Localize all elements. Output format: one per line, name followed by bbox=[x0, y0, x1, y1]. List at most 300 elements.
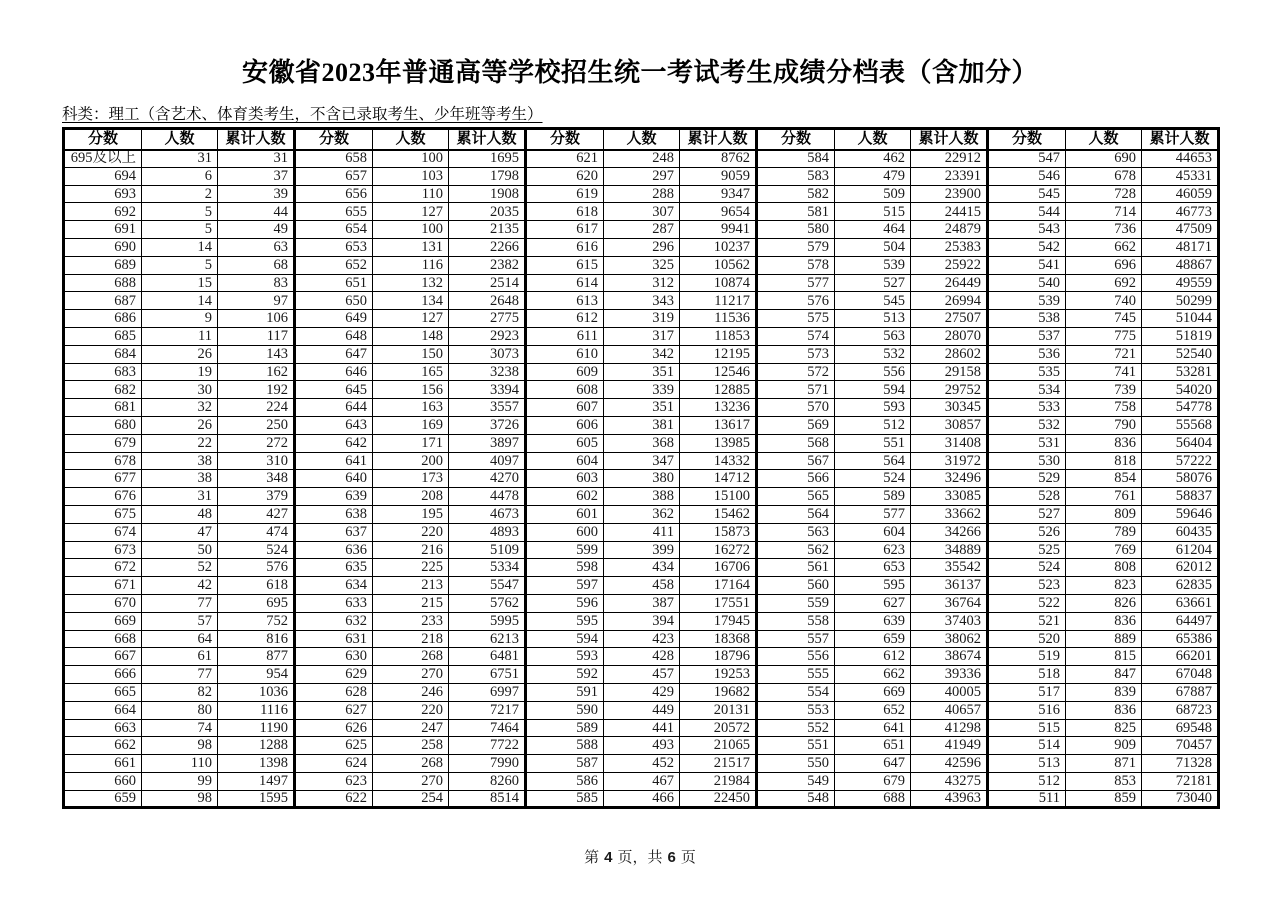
score-cell: 572 bbox=[757, 363, 835, 381]
count-cell: 741 bbox=[1066, 363, 1142, 381]
count-cell: 690 bbox=[1066, 150, 1142, 168]
score-cell: 597 bbox=[526, 577, 604, 595]
score-cell: 538 bbox=[988, 310, 1066, 328]
cumulative-cell: 52540 bbox=[1142, 345, 1219, 363]
score-cell: 602 bbox=[526, 488, 604, 506]
score-cell: 641 bbox=[295, 452, 373, 470]
cumulative-cell: 310 bbox=[218, 452, 295, 470]
score-cell: 529 bbox=[988, 470, 1066, 488]
score-cell: 541 bbox=[988, 256, 1066, 274]
count-cell: 612 bbox=[835, 648, 911, 666]
count-cell: 808 bbox=[1066, 559, 1142, 577]
cumulative-cell: 5762 bbox=[449, 594, 526, 612]
cumulative-cell: 21065 bbox=[680, 737, 757, 755]
count-cell: 127 bbox=[373, 203, 449, 221]
count-cell: 452 bbox=[604, 755, 680, 773]
score-cell: 615 bbox=[526, 256, 604, 274]
score-cell: 654 bbox=[295, 221, 373, 239]
cumulative-cell: 54020 bbox=[1142, 381, 1219, 399]
cumulative-cell: 48867 bbox=[1142, 256, 1219, 274]
column-header-cumulative: 累计人数 bbox=[1142, 129, 1219, 150]
count-cell: 156 bbox=[373, 381, 449, 399]
count-cell: 61 bbox=[142, 648, 218, 666]
score-cell: 512 bbox=[988, 772, 1066, 790]
count-cell: 11 bbox=[142, 327, 218, 345]
count-cell: 19 bbox=[142, 363, 218, 381]
count-cell: 270 bbox=[373, 666, 449, 684]
cumulative-cell: 11853 bbox=[680, 327, 757, 345]
cumulative-cell: 3394 bbox=[449, 381, 526, 399]
count-cell: 662 bbox=[1066, 238, 1142, 256]
cumulative-cell: 5995 bbox=[449, 612, 526, 630]
score-cell: 594 bbox=[526, 630, 604, 648]
table-row bbox=[64, 381, 1219, 399]
score-cell: 689 bbox=[64, 256, 142, 274]
cumulative-cell: 46773 bbox=[1142, 203, 1219, 221]
count-cell: 761 bbox=[1066, 488, 1142, 506]
cumulative-cell: 3726 bbox=[449, 416, 526, 434]
cumulative-cell: 97 bbox=[218, 292, 295, 310]
cumulative-cell: 13617 bbox=[680, 416, 757, 434]
count-cell: 26 bbox=[142, 345, 218, 363]
count-cell: 343 bbox=[604, 292, 680, 310]
cumulative-cell: 7217 bbox=[449, 701, 526, 719]
count-cell: 847 bbox=[1066, 666, 1142, 684]
score-cell: 604 bbox=[526, 452, 604, 470]
cumulative-cell: 24415 bbox=[911, 203, 988, 221]
count-cell: 258 bbox=[373, 737, 449, 755]
count-cell: 679 bbox=[835, 772, 911, 790]
cumulative-cell: 39 bbox=[218, 185, 295, 203]
score-cell: 553 bbox=[757, 701, 835, 719]
cumulative-cell: 28070 bbox=[911, 327, 988, 345]
score-cell: 664 bbox=[64, 701, 142, 719]
count-cell: 871 bbox=[1066, 755, 1142, 773]
count-cell: 48 bbox=[142, 505, 218, 523]
cumulative-cell: 32496 bbox=[911, 470, 988, 488]
cumulative-cell: 106 bbox=[218, 310, 295, 328]
cumulative-cell: 10562 bbox=[680, 256, 757, 274]
score-cell: 647 bbox=[295, 345, 373, 363]
cumulative-cell: 8762 bbox=[680, 150, 757, 168]
score-cell: 642 bbox=[295, 434, 373, 452]
score-cell: 564 bbox=[757, 505, 835, 523]
score-cell: 537 bbox=[988, 327, 1066, 345]
count-cell: 464 bbox=[835, 221, 911, 239]
cumulative-cell: 63661 bbox=[1142, 594, 1219, 612]
cumulative-cell: 5109 bbox=[449, 541, 526, 559]
score-cell: 561 bbox=[757, 559, 835, 577]
count-cell: 169 bbox=[373, 416, 449, 434]
score-cell: 672 bbox=[64, 559, 142, 577]
score-cell: 691 bbox=[64, 221, 142, 239]
cumulative-cell: 38674 bbox=[911, 648, 988, 666]
score-cell: 620 bbox=[526, 167, 604, 185]
cumulative-cell: 1908 bbox=[449, 185, 526, 203]
cumulative-cell: 224 bbox=[218, 399, 295, 417]
count-cell: 577 bbox=[835, 505, 911, 523]
cumulative-cell: 11536 bbox=[680, 310, 757, 328]
count-cell: 31 bbox=[142, 150, 218, 168]
cumulative-cell: 23391 bbox=[911, 167, 988, 185]
score-cell: 652 bbox=[295, 256, 373, 274]
score-cell: 566 bbox=[757, 470, 835, 488]
cumulative-cell: 36764 bbox=[911, 594, 988, 612]
count-cell: 593 bbox=[835, 399, 911, 417]
count-cell: 381 bbox=[604, 416, 680, 434]
score-cell: 613 bbox=[526, 292, 604, 310]
score-cell: 533 bbox=[988, 399, 1066, 417]
count-cell: 441 bbox=[604, 719, 680, 737]
count-cell: 134 bbox=[373, 292, 449, 310]
count-cell: 434 bbox=[604, 559, 680, 577]
cumulative-cell: 15100 bbox=[680, 488, 757, 506]
score-cell: 520 bbox=[988, 630, 1066, 648]
score-cell: 526 bbox=[988, 523, 1066, 541]
count-cell: 909 bbox=[1066, 737, 1142, 755]
count-cell: 200 bbox=[373, 452, 449, 470]
score-cell: 591 bbox=[526, 683, 604, 701]
table-row bbox=[64, 648, 1219, 666]
cumulative-cell: 57222 bbox=[1142, 452, 1219, 470]
count-cell: 22 bbox=[142, 434, 218, 452]
score-cell: 581 bbox=[757, 203, 835, 221]
score-cell: 554 bbox=[757, 683, 835, 701]
count-cell: 351 bbox=[604, 399, 680, 417]
score-cell: 543 bbox=[988, 221, 1066, 239]
cumulative-cell: 49 bbox=[218, 221, 295, 239]
cumulative-cell: 250 bbox=[218, 416, 295, 434]
score-cell: 611 bbox=[526, 327, 604, 345]
cumulative-cell: 71328 bbox=[1142, 755, 1219, 773]
cumulative-cell: 2775 bbox=[449, 310, 526, 328]
score-cell: 514 bbox=[988, 737, 1066, 755]
cumulative-cell: 65386 bbox=[1142, 630, 1219, 648]
table-row bbox=[64, 559, 1219, 577]
score-cell: 524 bbox=[988, 559, 1066, 577]
count-cell: 74 bbox=[142, 719, 218, 737]
cumulative-cell: 1595 bbox=[218, 790, 295, 808]
count-cell: 775 bbox=[1066, 327, 1142, 345]
score-cell: 579 bbox=[757, 238, 835, 256]
score-cell: 562 bbox=[757, 541, 835, 559]
cumulative-cell: 20572 bbox=[680, 719, 757, 737]
cumulative-cell: 22912 bbox=[911, 150, 988, 168]
table-row bbox=[64, 150, 1219, 168]
score-cell: 540 bbox=[988, 274, 1066, 292]
count-cell: 103 bbox=[373, 167, 449, 185]
cumulative-cell: 24879 bbox=[911, 221, 988, 239]
cumulative-cell: 51044 bbox=[1142, 310, 1219, 328]
count-cell: 745 bbox=[1066, 310, 1142, 328]
score-cell: 618 bbox=[526, 203, 604, 221]
cumulative-cell: 51819 bbox=[1142, 327, 1219, 345]
score-cell: 571 bbox=[757, 381, 835, 399]
score-cell: 656 bbox=[295, 185, 373, 203]
cumulative-cell: 15873 bbox=[680, 523, 757, 541]
score-cell: 525 bbox=[988, 541, 1066, 559]
table-row bbox=[64, 221, 1219, 239]
cumulative-cell: 12546 bbox=[680, 363, 757, 381]
cumulative-cell: 1398 bbox=[218, 755, 295, 773]
score-distribution-table bbox=[62, 127, 1220, 809]
score-cell: 660 bbox=[64, 772, 142, 790]
count-cell: 457 bbox=[604, 666, 680, 684]
count-cell: 539 bbox=[835, 256, 911, 274]
table-row bbox=[64, 523, 1219, 541]
table-row bbox=[64, 630, 1219, 648]
count-cell: 47 bbox=[142, 523, 218, 541]
count-cell: 52 bbox=[142, 559, 218, 577]
column-header-count: 人数 bbox=[604, 129, 680, 150]
cumulative-cell: 73040 bbox=[1142, 790, 1219, 808]
score-cell: 645 bbox=[295, 381, 373, 399]
table-row bbox=[64, 416, 1219, 434]
count-cell: 493 bbox=[604, 737, 680, 755]
cumulative-cell: 4478 bbox=[449, 488, 526, 506]
cumulative-cell: 21984 bbox=[680, 772, 757, 790]
cumulative-cell: 41298 bbox=[911, 719, 988, 737]
cumulative-cell: 50299 bbox=[1142, 292, 1219, 310]
cumulative-cell: 21517 bbox=[680, 755, 757, 773]
score-cell: 586 bbox=[526, 772, 604, 790]
score-cell: 608 bbox=[526, 381, 604, 399]
score-cell: 542 bbox=[988, 238, 1066, 256]
table-row bbox=[64, 594, 1219, 612]
cumulative-cell: 31 bbox=[218, 150, 295, 168]
cumulative-cell: 13236 bbox=[680, 399, 757, 417]
cumulative-cell: 53281 bbox=[1142, 363, 1219, 381]
score-cell: 592 bbox=[526, 666, 604, 684]
score-cell: 662 bbox=[64, 737, 142, 755]
score-cell: 682 bbox=[64, 381, 142, 399]
cumulative-cell: 49559 bbox=[1142, 274, 1219, 292]
score-cell: 516 bbox=[988, 701, 1066, 719]
table-row bbox=[64, 488, 1219, 506]
score-cell: 585 bbox=[526, 790, 604, 808]
score-cell: 517 bbox=[988, 683, 1066, 701]
column-header-cumulative: 累计人数 bbox=[680, 129, 757, 150]
score-cell: 637 bbox=[295, 523, 373, 541]
table-header-row bbox=[64, 129, 1219, 150]
count-cell: 57 bbox=[142, 612, 218, 630]
cumulative-cell: 1116 bbox=[218, 701, 295, 719]
cumulative-cell: 427 bbox=[218, 505, 295, 523]
cumulative-cell: 47509 bbox=[1142, 221, 1219, 239]
cumulative-cell: 8514 bbox=[449, 790, 526, 808]
count-cell: 853 bbox=[1066, 772, 1142, 790]
table-row bbox=[64, 577, 1219, 595]
cumulative-cell: 2035 bbox=[449, 203, 526, 221]
score-cell: 663 bbox=[64, 719, 142, 737]
count-cell: 669 bbox=[835, 683, 911, 701]
cumulative-cell: 67887 bbox=[1142, 683, 1219, 701]
cumulative-cell: 2923 bbox=[449, 327, 526, 345]
score-cell: 556 bbox=[757, 648, 835, 666]
cumulative-cell: 3897 bbox=[449, 434, 526, 452]
score-cell: 599 bbox=[526, 541, 604, 559]
count-cell: 818 bbox=[1066, 452, 1142, 470]
score-cell: 644 bbox=[295, 399, 373, 417]
score-cell: 675 bbox=[64, 505, 142, 523]
score-cell: 623 bbox=[295, 772, 373, 790]
score-cell: 650 bbox=[295, 292, 373, 310]
score-cell: 519 bbox=[988, 648, 1066, 666]
cumulative-cell: 162 bbox=[218, 363, 295, 381]
count-cell: 14 bbox=[142, 238, 218, 256]
count-cell: 889 bbox=[1066, 630, 1142, 648]
score-cell: 687 bbox=[64, 292, 142, 310]
score-cell: 569 bbox=[757, 416, 835, 434]
score-cell: 669 bbox=[64, 612, 142, 630]
count-cell: 173 bbox=[373, 470, 449, 488]
category-note: 科类：理工（含艺术、体育类考生，不含已录取考生、少年班等考生） bbox=[62, 106, 543, 123]
table-row bbox=[64, 452, 1219, 470]
count-cell: 82 bbox=[142, 683, 218, 701]
score-cell: 638 bbox=[295, 505, 373, 523]
score-cell: 657 bbox=[295, 167, 373, 185]
cumulative-cell: 35542 bbox=[911, 559, 988, 577]
table-row bbox=[64, 292, 1219, 310]
cumulative-cell: 68 bbox=[218, 256, 295, 274]
score-cell: 574 bbox=[757, 327, 835, 345]
score-cell: 576 bbox=[757, 292, 835, 310]
count-cell: 248 bbox=[604, 150, 680, 168]
count-cell: 307 bbox=[604, 203, 680, 221]
count-cell: 429 bbox=[604, 683, 680, 701]
score-cell: 530 bbox=[988, 452, 1066, 470]
count-cell: 247 bbox=[373, 719, 449, 737]
score-cell: 596 bbox=[526, 594, 604, 612]
count-cell: 150 bbox=[373, 345, 449, 363]
score-cell: 570 bbox=[757, 399, 835, 417]
cumulative-cell: 31408 bbox=[911, 434, 988, 452]
cumulative-cell: 379 bbox=[218, 488, 295, 506]
score-cell: 515 bbox=[988, 719, 1066, 737]
score-cell: 630 bbox=[295, 648, 373, 666]
score-cell: 686 bbox=[64, 310, 142, 328]
score-cell: 601 bbox=[526, 505, 604, 523]
score-cell: 677 bbox=[64, 470, 142, 488]
cumulative-cell: 4673 bbox=[449, 505, 526, 523]
count-cell: 30 bbox=[142, 381, 218, 399]
cumulative-cell: 11217 bbox=[680, 292, 757, 310]
cumulative-cell: 474 bbox=[218, 523, 295, 541]
cumulative-cell: 26994 bbox=[911, 292, 988, 310]
cumulative-cell: 1497 bbox=[218, 772, 295, 790]
count-cell: 714 bbox=[1066, 203, 1142, 221]
score-cell: 665 bbox=[64, 683, 142, 701]
count-cell: 387 bbox=[604, 594, 680, 612]
count-cell: 9 bbox=[142, 310, 218, 328]
cumulative-cell: 27507 bbox=[911, 310, 988, 328]
page-title: 安徽省2023年普通高等学校招生统一考试考生成绩分档表（含加分） bbox=[241, 58, 1038, 87]
cumulative-cell: 272 bbox=[218, 434, 295, 452]
count-cell: 325 bbox=[604, 256, 680, 274]
score-cell: 643 bbox=[295, 416, 373, 434]
cumulative-cell: 1190 bbox=[218, 719, 295, 737]
score-cell: 683 bbox=[64, 363, 142, 381]
cumulative-cell: 6751 bbox=[449, 666, 526, 684]
score-cell: 651 bbox=[295, 274, 373, 292]
table-row bbox=[64, 683, 1219, 701]
count-cell: 64 bbox=[142, 630, 218, 648]
cumulative-cell: 9654 bbox=[680, 203, 757, 221]
score-cell: 690 bbox=[64, 238, 142, 256]
score-cell: 684 bbox=[64, 345, 142, 363]
score-cell: 548 bbox=[757, 790, 835, 808]
score-cell: 523 bbox=[988, 577, 1066, 595]
score-cell: 629 bbox=[295, 666, 373, 684]
score-cell: 607 bbox=[526, 399, 604, 417]
score-cell: 558 bbox=[757, 612, 835, 630]
footer-prefix: 第 bbox=[584, 850, 600, 866]
score-cell: 609 bbox=[526, 363, 604, 381]
score-cell: 589 bbox=[526, 719, 604, 737]
cumulative-cell: 18796 bbox=[680, 648, 757, 666]
cumulative-cell: 33085 bbox=[911, 488, 988, 506]
count-cell: 317 bbox=[604, 327, 680, 345]
cumulative-cell: 34889 bbox=[911, 541, 988, 559]
score-cell: 681 bbox=[64, 399, 142, 417]
cumulative-cell: 20131 bbox=[680, 701, 757, 719]
cumulative-cell: 31972 bbox=[911, 452, 988, 470]
count-cell: 165 bbox=[373, 363, 449, 381]
count-cell: 339 bbox=[604, 381, 680, 399]
count-cell: 839 bbox=[1066, 683, 1142, 701]
count-cell: 225 bbox=[373, 559, 449, 577]
score-cell: 587 bbox=[526, 755, 604, 773]
cumulative-cell: 25383 bbox=[911, 238, 988, 256]
count-cell: 98 bbox=[142, 737, 218, 755]
count-cell: 347 bbox=[604, 452, 680, 470]
table-row bbox=[64, 470, 1219, 488]
cumulative-cell: 26449 bbox=[911, 274, 988, 292]
count-cell: 5 bbox=[142, 256, 218, 274]
cumulative-cell: 45331 bbox=[1142, 167, 1219, 185]
score-cell: 646 bbox=[295, 363, 373, 381]
count-cell: 195 bbox=[373, 505, 449, 523]
cumulative-cell: 15462 bbox=[680, 505, 757, 523]
cumulative-cell: 348 bbox=[218, 470, 295, 488]
score-cell: 653 bbox=[295, 238, 373, 256]
count-cell: 589 bbox=[835, 488, 911, 506]
score-cell: 668 bbox=[64, 630, 142, 648]
cumulative-cell: 38062 bbox=[911, 630, 988, 648]
table-row bbox=[64, 666, 1219, 684]
cumulative-cell: 5334 bbox=[449, 559, 526, 577]
score-cell: 634 bbox=[295, 577, 373, 595]
count-cell: 678 bbox=[1066, 167, 1142, 185]
table-row bbox=[64, 203, 1219, 221]
count-cell: 532 bbox=[835, 345, 911, 363]
table-row bbox=[64, 274, 1219, 292]
cumulative-cell: 54778 bbox=[1142, 399, 1219, 417]
count-cell: 50 bbox=[142, 541, 218, 559]
cumulative-cell: 16706 bbox=[680, 559, 757, 577]
cumulative-cell: 1036 bbox=[218, 683, 295, 701]
score-cell: 555 bbox=[757, 666, 835, 684]
score-cell: 549 bbox=[757, 772, 835, 790]
cumulative-cell: 62012 bbox=[1142, 559, 1219, 577]
score-cell: 518 bbox=[988, 666, 1066, 684]
count-cell: 100 bbox=[373, 150, 449, 168]
score-cell: 577 bbox=[757, 274, 835, 292]
cumulative-cell: 40005 bbox=[911, 683, 988, 701]
score-cell: 624 bbox=[295, 755, 373, 773]
cumulative-cell: 62835 bbox=[1142, 577, 1219, 595]
count-cell: 342 bbox=[604, 345, 680, 363]
